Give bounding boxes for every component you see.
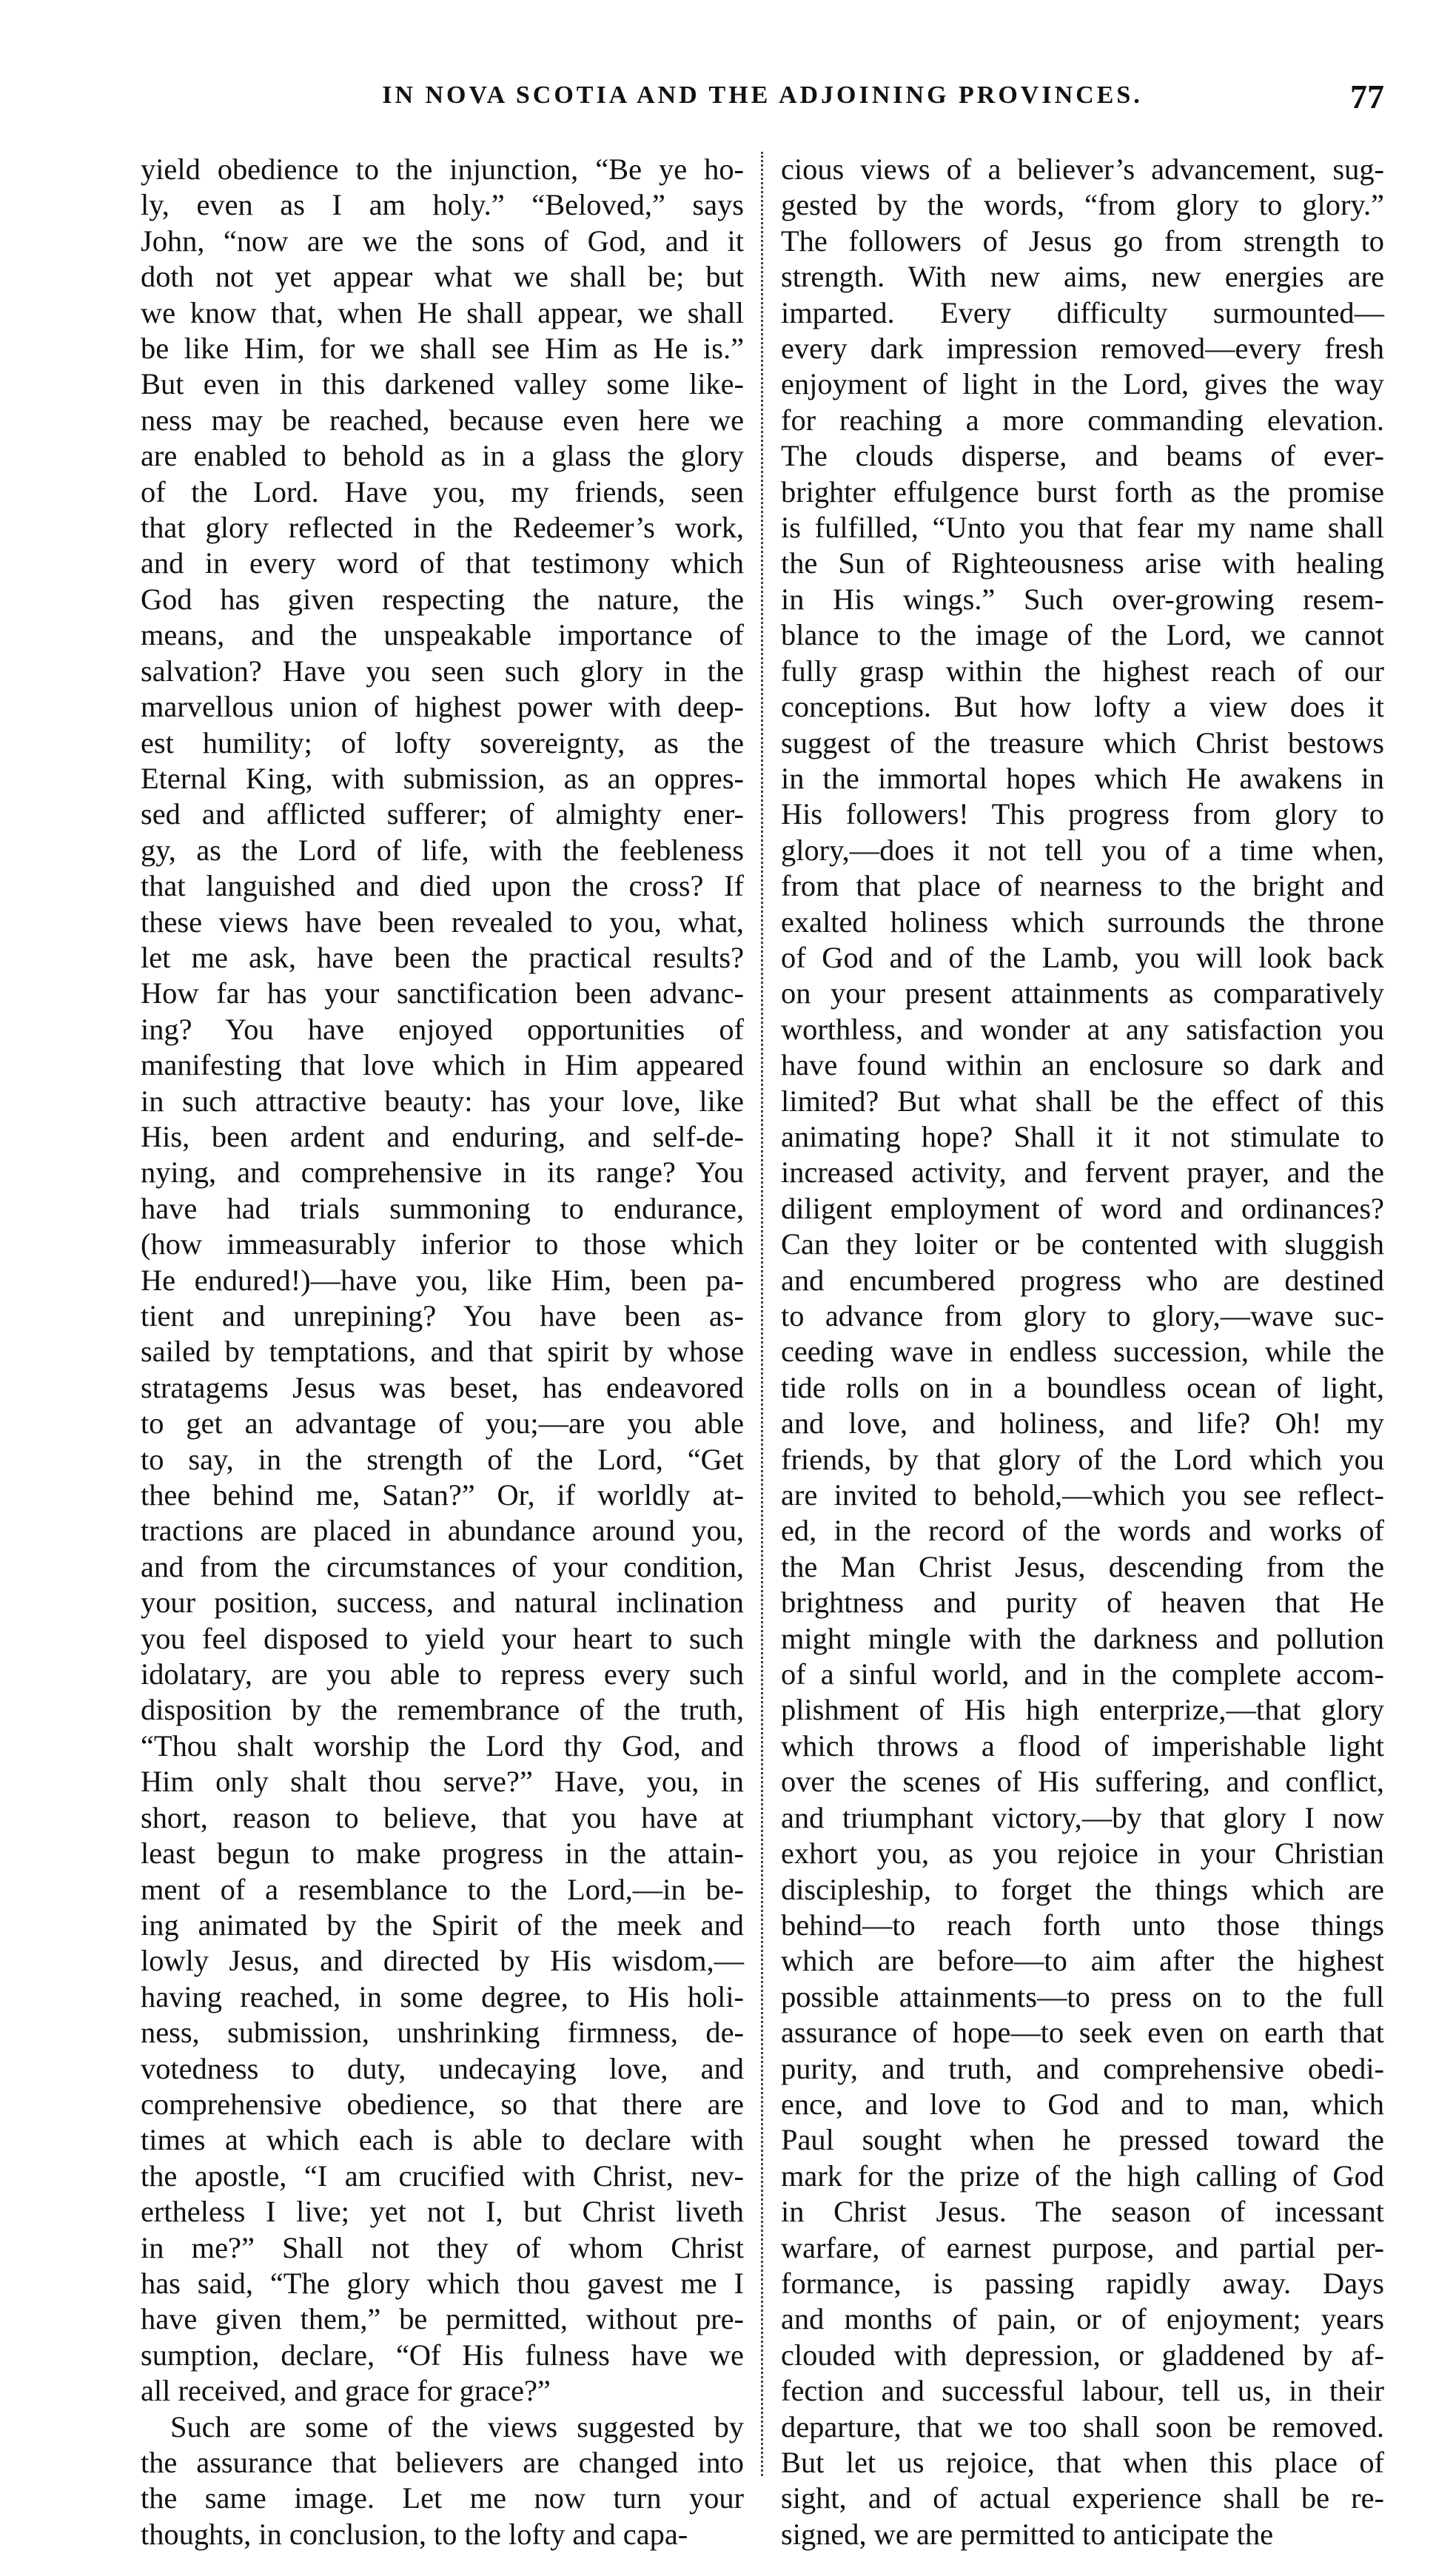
text-line: stratagems Jesus was beset, has endeavored [141, 1370, 744, 1404]
text-line: of the Lord. Have you, my friends, seen [141, 474, 744, 509]
text-line: sailed by temptations, and that spirit by whose [141, 1335, 744, 1369]
column-divider [761, 152, 763, 2476]
text-line: How far has your sanctification been advanc- [141, 976, 744, 1010]
text-line: every dark impression removed—every fresh [781, 332, 1384, 366]
running-head [141, 78, 1384, 126]
text-line: suggest of the treasure which Christ bestows [781, 725, 1384, 759]
text-line: ness may be reached, because even here we [141, 403, 744, 437]
text-line: doth not yet appear what we shall be; but [141, 260, 744, 294]
text-line: manifesting that love which in Him appeared [141, 1048, 744, 1082]
text-line: formance, is passing rapidly away. Days [781, 2266, 1384, 2300]
text-line: which are before—to aim after the highest [781, 1944, 1384, 1978]
text-line: enjoyment of light in the Lord, gives the way [781, 367, 1384, 401]
text-line: fully grasp within the highest reach of our [781, 654, 1384, 688]
text-line: yield obedience to the injunction, “Be ye ho- [141, 152, 744, 186]
text-line: The followers of Jesus go from strength to [781, 224, 1384, 258]
text-line: and triumphant victory,—by that glory I now [781, 1800, 1384, 1834]
text-line: ing? You have enjoyed opportunities of [141, 1012, 744, 1046]
text-line: Him only shalt thou serve?” Have, you, in [141, 1765, 744, 1799]
text-line: is fulfilled, “Unto you that fear my name shall [781, 511, 1384, 545]
text-line: ence, and love to God and to man, which [781, 2087, 1384, 2121]
text-line: the apostle, “I am crucified with Christ, nev- [141, 2159, 744, 2193]
text-line: tractions are placed in abundance around you, [141, 1514, 744, 1548]
text-line: has said, “The glory which thou gavest me I [141, 2266, 744, 2300]
text-line: thee behind me, Satan?” Or, if worldly at- [141, 1478, 744, 1512]
text-line: to say, in the strength of the Lord, “Get [141, 1442, 744, 1476]
text-line: in His wings.” Such over-growing resem- [781, 582, 1384, 616]
text-line: over the scenes of His suffering, and conflict, [781, 1765, 1384, 1799]
text-line: Such are some of the views suggested by [170, 2409, 744, 2443]
text-line: cious views of a believer’s advancement, sug- [781, 152, 1384, 186]
text-line: purity, and truth, and comprehensive obedi- [781, 2051, 1384, 2085]
text-line: thoughts, in conclusion, to the lofty and capa- [141, 2517, 688, 2551]
text-line: which throws a flood of imperishable light [781, 1728, 1384, 1762]
text-line: exhort you, as you rejoice in your Christian [781, 1837, 1384, 1871]
text-line: marvellous union of highest power with deep- [141, 690, 744, 724]
text-line: But let us rejoice, that when this place of [781, 2446, 1384, 2479]
text-line: you feel disposed to yield your heart to such [141, 1621, 744, 1655]
text-line: brighter effulgence burst forth as the promise [781, 474, 1384, 509]
text-line: that languished and died upon the cross? If [141, 869, 744, 903]
text-line: tient and unrepining? You have been as- [141, 1299, 744, 1332]
text-line: to get an advantage of you;—are you able [141, 1406, 744, 1440]
text-line: have given them,” be permitted, without pre- [141, 2302, 744, 2336]
text-line: ed, in the record of the words and works of [781, 1514, 1384, 1548]
text-line: limited? But what shall be the effect of this [781, 1084, 1384, 1118]
text-line: Paul sought when he pressed toward the [781, 2123, 1384, 2157]
text-line: increased activity, and fervent prayer, and the [781, 1155, 1384, 1190]
text-line: votedness to duty, undecaying love, and [141, 2051, 744, 2085]
text-line: all received, and grace for grace?” [141, 2374, 551, 2408]
text-line: ertheless I live; yet not I, but Christ liveth [141, 2195, 744, 2229]
text-line: means, and the unspeakable importance of [141, 618, 744, 652]
text-line: ing animated by the Spirit of the meek and [141, 1908, 744, 1942]
text-line: idolatary, are you able to repress every such [141, 1657, 744, 1691]
text-line: are invited to behold,—which you see reflect- [781, 1478, 1384, 1512]
text-line: times at which each is able to declare with [141, 2123, 744, 2157]
text-line: The clouds disperse, and beams of ever- [781, 439, 1384, 473]
text-line: in such attractive beauty: has your love, like [141, 1084, 744, 1118]
text-line: plishment of His high enterprize,—that glory [781, 1693, 1384, 1727]
text-line: ly, even as I am holy.” “Beloved,” says [141, 188, 744, 222]
text-line: the Sun of Righteousness arise with healing [781, 546, 1384, 580]
text-line: sight, and of actual experience shall be re- [781, 2481, 1384, 2515]
text-line: behind—to reach forth unto those things [781, 1908, 1384, 1942]
text-line: His followers! This progress from glory to [781, 797, 1384, 831]
text-line: your position, success, and natural inclination [141, 1586, 744, 1620]
text-line: Can they loiter or be contented with sluggish [781, 1227, 1384, 1261]
text-line: we know that, when He shall appear, we shall [141, 295, 744, 329]
text-line: and love, and holiness, and life? Oh! my [781, 1406, 1384, 1440]
text-line: to advance from glory to glory,—wave suc- [781, 1299, 1384, 1332]
text-line: conceptions. But how lofty a view does it [781, 690, 1384, 724]
text-line: signed, we are permitted to anticipate the [781, 2517, 1274, 2551]
text-line: imparted. Every difficulty surmounted— [781, 295, 1384, 329]
text-line: lowly Jesus, and directed by His wisdom,— [141, 1944, 744, 1978]
text-line: mark for the prize of the high calling of God [781, 2159, 1384, 2193]
text-line: gy, as the Lord of life, with the feebleness [141, 833, 744, 867]
text-line: in Christ Jesus. The season of incessant [781, 2195, 1384, 2229]
text-line: gested by the words, “from glory to glory.” [781, 188, 1384, 222]
text-line: short, reason to believe, that you have at [141, 1800, 744, 1834]
text-line: and months of pain, or of enjoyment; years [781, 2302, 1384, 2336]
text-line: But even in this darkened valley some like- [141, 367, 744, 401]
text-line: and from the circumstances of your condition, [141, 1549, 744, 1583]
text-line: are enabled to behold as in a glass the glory [141, 439, 744, 473]
text-line: that glory reflected in the Redeemer’s work, [141, 511, 744, 545]
text-line: blance to the image of the Lord, we cannot [781, 618, 1384, 652]
text-line: fection and successful labour, tell us, in their [781, 2374, 1384, 2408]
text-line: diligent employment of word and ordinances? [781, 1191, 1384, 1225]
text-line: might mingle with the darkness and pollution [781, 1621, 1384, 1655]
text-line: on your present attainments as comparatively [781, 976, 1384, 1010]
text-line: possible attainments—to press on to the full [781, 1979, 1384, 2013]
text-line: nying, and comprehensive in its range? You [141, 1155, 744, 1190]
text-line: Eternal King, with submission, as an oppres- [141, 761, 744, 795]
text-line: discipleship, to forget the things which are [781, 1872, 1384, 1906]
text-line: clouded with depression, or gladdened by af- [781, 2338, 1384, 2372]
text-line: of God and of the Lamb, you will look back [781, 940, 1384, 974]
text-line: disposition by the remembrance of the truth, [141, 1693, 744, 1727]
text-line: and in every word of that testimony which [141, 546, 744, 580]
text-line: from that place of nearness to the bright and [781, 869, 1384, 903]
text-line: salvation? Have you seen such glory in the [141, 654, 744, 688]
text-line: sumption, declare, “Of His fulness have we [141, 2338, 744, 2372]
text-line: have found within an enclosure so dark and [781, 1048, 1384, 1082]
text-line: least begun to make progress in the attain- [141, 1837, 744, 1871]
text-line: He endured!)—have you, like Him, been pa- [141, 1263, 744, 1297]
text-line: departure, that we too shall soon be removed. [781, 2409, 1384, 2443]
text-line: sed and afflicted sufferer; of almighty ener- [141, 797, 744, 831]
text-line: of a sinful world, and in the complete accom- [781, 1657, 1384, 1691]
text-line: friends, by that glory of the Lord which you [781, 1442, 1384, 1476]
text-line: God has given respecting the nature, the [141, 582, 744, 616]
text-line: tide rolls on in a boundless ocean of light, [781, 1370, 1384, 1404]
text-line: glory,—does it not tell you of a time when, [781, 833, 1384, 867]
text-line: in me?” Shall not they of whom Christ [141, 2230, 744, 2264]
text-line: (how immeasurably inferior to those which [141, 1227, 744, 1261]
left-column [141, 152, 744, 2551]
text-line: His, been ardent and enduring, and self-de- [141, 1119, 744, 1153]
running-title: IN NOVA SCOTIA AND THE ADJOINING PROVINCES. [382, 81, 1143, 109]
text-line: brightness and purity of heaven that He [781, 1586, 1384, 1620]
text-line: and encumbered progress who are destined [781, 1263, 1384, 1297]
text-line: for reaching a more commanding elevation. [781, 403, 1384, 437]
text-line: worthless, and wonder at any satisfaction you [781, 1012, 1384, 1046]
text-line: let me ask, have been the practical results? [141, 940, 744, 974]
text-line: having reached, in some degree, to His holi- [141, 1979, 744, 2013]
text-line: in the immortal hopes which He awakens in [781, 761, 1384, 795]
text-line: animating hope? Shall it it not stimulate to [781, 1119, 1384, 1153]
text-line: strength. With new aims, new energies are [781, 260, 1384, 294]
text-line: the assurance that believers are changed into [141, 2446, 744, 2479]
text-columns [141, 152, 1384, 2551]
text-line: exalted holiness which surrounds the throne [781, 905, 1384, 939]
text-line: be like Him, for we shall see Him as He is.” [141, 332, 744, 366]
text-line: ceeding wave in endless succession, while the [781, 1335, 1384, 1369]
text-line: have had trials summoning to endurance, [141, 1191, 744, 1225]
text-line: these views have been revealed to you, what, [141, 905, 744, 939]
text-line: the Man Christ Jesus, descending from the [781, 1549, 1384, 1583]
text-line: “Thou shalt worship the Lord thy God, and [141, 1728, 744, 1762]
right-column [781, 152, 1384, 2551]
text-line: ment of a resemblance to the Lord,—in be- [141, 1872, 744, 1906]
text-line: comprehensive obedience, so that there are [141, 2087, 744, 2121]
text-line: the same image. Let me now turn your [141, 2481, 744, 2515]
text-line: warfare, of earnest purpose, and partial per- [781, 2230, 1384, 2264]
text-line: John, “now are we the sons of God, and it [141, 224, 744, 258]
text-line: assurance of hope—to seek even on earth that [781, 2016, 1384, 2050]
text-line: est humility; of lofty sovereignty, as the [141, 725, 744, 759]
page-number: 77 [1350, 78, 1384, 115]
text-line: ness, submission, unshrinking firmness, de- [141, 2016, 744, 2050]
